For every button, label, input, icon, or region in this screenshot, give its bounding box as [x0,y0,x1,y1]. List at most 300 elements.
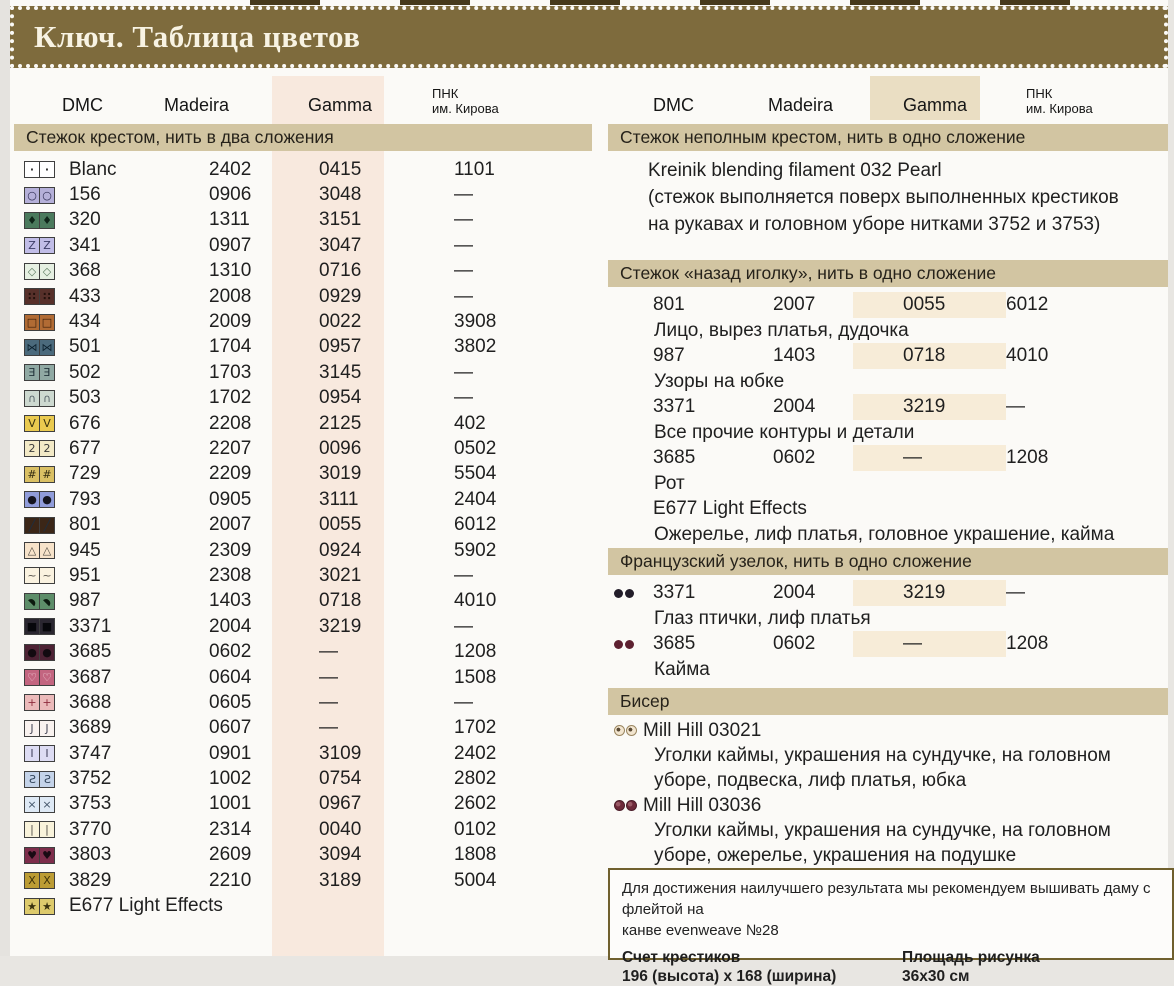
symbol-glyph: ● [42,493,52,507]
symbol-cell [24,364,40,381]
column-header-pnk: ПНК им. Кирова [432,86,499,116]
pnk-code: 1508 [454,666,497,688]
symbol-cell [39,288,55,305]
table-row [14,487,592,512]
pnk-code: 2802 [454,768,497,790]
symbol-glyph: X [43,874,51,888]
table-row [14,386,592,411]
stitch-symbol-arch [24,390,69,407]
madeira-code: 2004 [773,396,816,417]
stitch-symbol-dot-filled [24,644,69,661]
pnk-code: 1208 [1006,447,1049,468]
title-banner [10,6,1168,68]
pnk-code: — [1006,582,1025,603]
stitch-symbol-times [24,796,69,813]
column-header-pnk: ПНК им. Кирова [1026,86,1093,116]
pnk-code: — [454,361,473,383]
symbol-cell [39,390,55,407]
gamma-code: 3094 [319,844,362,866]
symbol-glyph: · [44,163,50,177]
symbol-cell [39,745,55,762]
symbol-cell [24,542,40,559]
pnk-code: 3908 [454,311,497,333]
stitch-symbol-letter-i [24,745,69,762]
list-item [608,445,1168,496]
gamma-code: 0055 [853,292,1006,318]
pnk-code: 6012 [1006,294,1049,315]
dot [614,589,623,598]
stitch-symbol-diamond-outline [24,263,69,280]
symbol-cell [24,821,40,838]
dmc-code: 3753 [69,793,112,815]
pnk-code: 2602 [454,793,497,815]
dmc-code: 3371 [69,615,112,637]
symbol-cell [39,567,55,584]
madeira-code: 2314 [209,818,252,840]
symbol-cell [39,694,55,711]
madeira-code: 1704 [209,336,252,358]
stitch-symbol-plus [24,694,69,711]
dmc-code: 3770 [69,818,112,840]
symbol-glyph: S [43,772,51,786]
kreinik-note-line: (стежок выполняется поверх выполненных крестиков [648,187,1119,208]
stitch-symbol-leaf [24,593,69,610]
gamma-code: 3021 [319,564,362,586]
gamma-code: — [319,717,338,739]
symbol-cell [39,161,55,178]
madeira-code: 2009 [209,311,252,333]
symbol-cell [39,644,55,661]
pnk-code: — [454,184,473,206]
table-row [14,614,592,639]
symbol-cell [24,390,40,407]
table-row [14,716,592,741]
gamma-code: 3109 [319,742,362,764]
gamma-code: 3151 [319,209,362,231]
backstitch-dash-icon [608,294,653,316]
bead-icon [614,800,625,811]
thread-row [608,445,1168,471]
dot [614,640,623,649]
pnk-code: 5504 [454,463,497,485]
symbol-cell [24,771,40,788]
table-row [14,792,592,817]
table-row [14,741,592,766]
bead-usage: Уголки каймы, украшения на сундучке, на головном [654,820,1111,841]
symbol-glyph: X [28,874,36,888]
symbol-glyph: Z [28,239,36,253]
thread-usage: Лицо, вырез платья, дудочка [654,320,909,341]
symbol-glyph: ╱ [43,518,51,532]
backstitch-dash-icon [608,447,653,469]
gamma-code: 0022 [319,311,362,333]
symbol-glyph: ♦ [27,213,37,227]
stitch-symbol-triangle-outline [24,542,69,559]
dmc-code: 3685 [653,633,696,654]
symbol-cell [24,644,40,661]
dmc-code: 503 [69,387,101,409]
pnk-code: 1208 [1006,633,1049,654]
stitch-symbol-letter-z [24,237,69,254]
symbol-cell [39,847,55,864]
thread-usage: Рот [654,473,685,494]
dmc-code: 368 [69,260,101,282]
symbol-glyph: | [30,823,34,837]
bead-label: Mill Hill 03021 [643,719,762,741]
list-item [608,343,1168,394]
symbol-glyph: × [42,797,52,811]
madeira-code: 2007 [773,294,816,315]
symbol-cell [39,187,55,204]
symbol-cell [39,542,55,559]
table-row [14,690,592,715]
recommendation-box [608,868,1174,985]
dmc-code: 3371 [653,396,696,417]
table-row [14,182,592,207]
scan-edge [0,0,10,956]
table-row [14,817,592,842]
symbol-cell [39,415,55,432]
table-row [14,538,592,563]
madeira-code: 2207 [209,437,252,459]
symbol-glyph: ■ [41,620,53,634]
gamma-code: — [319,691,338,713]
backstitch-dash-icon [608,345,653,367]
symbol-cell [24,466,40,483]
symbol-cell [24,314,40,331]
pnk-code: — [454,564,473,586]
gamma-code: 0954 [319,387,362,409]
stitch-symbol-circle-outline [24,187,69,204]
madeira-code: 2008 [209,285,252,307]
symbol-glyph: ◗ [40,594,54,608]
french-knot-dots-icon [614,640,653,649]
list-item [608,496,1168,547]
madeira-code: 2402 [209,158,252,180]
table-row [14,766,592,791]
table-row [14,868,592,893]
pnk-code: 4010 [1006,345,1049,366]
gamma-code: 3111 [319,488,359,510]
french-knot-list [608,580,1168,682]
pnk-code: 402 [454,412,486,434]
symbol-glyph: S [28,772,36,786]
symbol-glyph: V [28,417,36,431]
symbol-cell [24,745,40,762]
madeira-code: 2210 [209,869,252,891]
dmc-code: 987 [653,345,685,366]
symbol-cell [39,898,55,915]
gamma-code: — [319,641,338,663]
list-item [608,580,1168,631]
dmc-code: 3371 [653,582,696,603]
dmc-code: 987 [69,590,101,612]
thread-usage: Все прочие контуры и детали [654,422,915,443]
symbol-cell [39,466,55,483]
stitch-symbol-diamond-filled [24,212,69,229]
page-top-perforation [250,0,1070,5]
gamma-code: — [319,666,338,688]
dmc-code: 3752 [69,768,112,790]
pnk-code: 4010 [454,590,497,612]
half-cross-text [608,157,1168,238]
dmc-code: 434 [69,311,101,333]
gamma-code: — [853,631,1006,657]
gamma-code: 2125 [319,412,362,434]
symbol-glyph: ~ [42,569,52,583]
symbol-cell [39,263,55,280]
symbol-glyph: + [27,696,37,710]
symbol-glyph: ■ [26,620,38,634]
symbol-glyph: ● [27,493,37,507]
table-row [14,512,592,537]
symbol-glyph: · [29,163,35,177]
thread-usage: Ожерелье, лиф платья, головное украшение, кайма [654,524,1115,545]
gamma-code: 3047 [319,234,362,256]
kreinik-line: Kreinik blending filament 032 Pearl [648,160,942,181]
symbol-cell [24,694,40,711]
table-row [14,360,592,385]
madeira-code: 1310 [209,260,252,282]
symbol-glyph: ● [42,645,52,659]
dmc-code: 156 [69,184,101,206]
thread-row [608,580,1168,606]
stitch-symbol-dot [24,161,69,178]
dmc-code: 433 [69,285,101,307]
column-header-madeira: Madeira [164,95,230,115]
gamma-code: 3219 [853,580,1006,606]
table-row [14,335,592,360]
pnk-code: 5004 [454,869,497,891]
symbol-glyph: ★ [27,899,37,913]
madeira-code: 1703 [209,361,252,383]
list-item [608,718,1168,793]
symbol-cell [24,898,40,915]
thread-row [608,292,1168,318]
table-row [14,639,592,664]
stitch-symbol-four-squares [24,288,69,305]
gamma-code: 0055 [319,514,362,536]
table-row [14,157,592,182]
madeira-code: 1403 [209,590,252,612]
stitch-symbol-digit-2 [24,440,69,457]
dmc-code: 3688 [69,691,112,713]
cross-stitch-table [14,157,592,919]
thread-row [608,496,1168,522]
madeira-code: 0607 [209,717,252,739]
symbol-cell [24,237,40,254]
stitch-symbol-heart-filled [24,847,69,864]
symbol-glyph: × [27,797,37,811]
pnk-code: 0102 [454,818,497,840]
symbol-cell [24,593,40,610]
pnk-code: 1101 [454,158,495,180]
list-item [608,631,1168,682]
symbol-cell [24,847,40,864]
backstitch-list [608,292,1168,547]
symbol-cell [39,314,55,331]
gamma-code: — [853,445,1006,471]
madeira-code: 0604 [209,666,252,688]
thread-usage: Узоры на юбке [654,371,785,392]
list-item [608,793,1168,868]
table-row [14,893,592,918]
gamma-code: 0718 [853,343,1006,369]
column-header-gamma: Gamma [308,95,373,115]
dmc-code: 801 [69,514,101,536]
french-knot-dots-icon [614,589,653,598]
pnk-code: — [454,260,473,282]
table-row [14,665,592,690]
bead-row [608,718,1168,743]
symbol-glyph: ◇ [42,264,52,278]
pnk-code: — [454,691,473,713]
pnk-code: 0502 [454,437,497,459]
bead-icon [626,725,637,736]
symbol-glyph: ∷ [43,290,51,304]
stitch-symbol-heart-outline [24,669,69,686]
madeira-code: 0602 [209,641,252,663]
madeira-code: 0602 [773,633,816,654]
madeira-code: 1002 [209,768,252,790]
symbol-cell [24,440,40,457]
madeira-code: 0602 [773,447,816,468]
thread-usage: Кайма [654,659,710,680]
table-row [14,259,592,284]
table-row [14,233,592,258]
symbol-glyph: ♥ [27,848,37,862]
gamma-code: 0716 [319,260,362,282]
symbol-cell [24,491,40,508]
symbol-cell [39,517,55,534]
stitch-symbol-mirrored-s [24,771,69,788]
dmc-code: 676 [69,412,101,434]
symbol-glyph: △ [42,544,52,558]
symbol-glyph: ╱ [28,518,36,532]
gamma-code: 3048 [319,184,362,206]
dmc-code: 3803 [69,844,112,866]
symbol-cell [39,364,55,381]
table-row [14,309,592,334]
symbol-glyph: J [45,721,49,735]
pnk-code: 2402 [454,742,497,764]
symbol-cell [24,669,40,686]
symbol-glyph: ♦ [42,213,52,227]
madeira-code: 0605 [209,691,252,713]
madeira-code: 1001 [209,793,252,815]
madeira-code: 0907 [209,234,252,256]
note-line: Для достижения наилучшего результата мы рекомендуем вышивать даму с флейтой на [622,880,1151,918]
madeira-code: 0906 [209,184,252,206]
pnk-code: — [454,615,473,637]
stitch-symbol-slash [24,517,69,534]
symbol-glyph: ● [27,645,37,659]
stitch-symbol-bowtie [24,339,69,356]
symbol-cell [24,796,40,813]
symbol-cell [39,440,55,457]
gamma-code: 0718 [319,590,362,612]
stitch-symbol-hash [24,466,69,483]
madeira-code: 1702 [209,387,252,409]
bead-usage: уборе, ожерелье, украшения на подушке [654,845,1017,866]
symbol-cell [39,618,55,635]
beads-list [608,718,1168,868]
thread-row [608,631,1168,657]
symbol-glyph: # [42,467,52,481]
column-header-madeira: Madeira [768,95,834,115]
madeira-code: 1311 [209,209,250,231]
gamma-code: 3189 [319,869,362,891]
bead-usage: уборе, подвеска, лиф платья, юбка [654,770,967,791]
stitch-count: Счет крестиков 196 (высота) x 168 (ширина) [622,949,837,985]
dot [625,589,634,598]
backstitch-dash-icon [608,396,653,418]
madeira-code: 2609 [209,844,252,866]
section-backstitch: Стежок «назад иголку», нить в одно сложение [608,260,1168,287]
madeira-code: 2208 [209,412,252,434]
gamma-code: 3219 [853,394,1006,420]
gamma-code: 0415 [319,158,362,180]
symbol-cell [24,872,40,889]
symbol-cell [24,263,40,280]
symbol-cell [24,187,40,204]
section-french-knot: Французский узелок, нить в одно сложение [608,548,1168,575]
symbol-cell [39,720,55,737]
symbol-cell [39,339,55,356]
symbol-glyph: ★ [42,899,52,913]
pnk-code: 2404 [454,488,497,510]
dmc-code: E677 Light Effects [653,498,807,519]
table-row [14,208,592,233]
madeira-code: 2004 [773,582,816,603]
madeira-code: 0905 [209,488,252,510]
table-row [14,589,592,614]
gamma-code: 0967 [319,793,362,815]
symbol-cell [39,771,55,788]
dmc-code: 801 [653,294,685,315]
bead-usage: Уголки каймы, украшения на сундучке, на головном [654,745,1111,766]
thread-row [608,394,1168,420]
design-area: Площадь рисунка 36x30 см [902,949,1040,985]
pnk-code: — [454,209,473,231]
table-row [14,843,592,868]
stitch-symbol-letter-x [24,872,69,889]
pnk-code: 5902 [454,539,497,561]
gamma-code: 0924 [319,539,362,561]
pnk-code: — [454,387,473,409]
table-row [14,563,592,588]
symbol-glyph: ♡ [27,671,37,684]
symbol-cell [24,161,40,178]
dmc-code: 945 [69,539,101,561]
symbol-glyph: ~ [27,569,37,583]
madeira-code: 2308 [209,564,252,586]
symbol-glyph: Ǝ [43,366,51,380]
stitch-symbol-tilde [24,567,69,584]
stitch-symbol-dot-filled [24,491,69,508]
symbol-cell [39,796,55,813]
bead-icon [614,725,625,736]
table-row [14,284,592,309]
dmc-code: 677 [69,437,101,459]
gamma-code: 0957 [319,336,362,358]
symbol-cell [24,720,40,737]
list-item [608,292,1168,343]
dmc-code: 3685 [69,641,112,663]
symbol-cell [39,669,55,686]
dmc-code: 320 [69,209,101,231]
dmc-code: 501 [69,336,101,358]
